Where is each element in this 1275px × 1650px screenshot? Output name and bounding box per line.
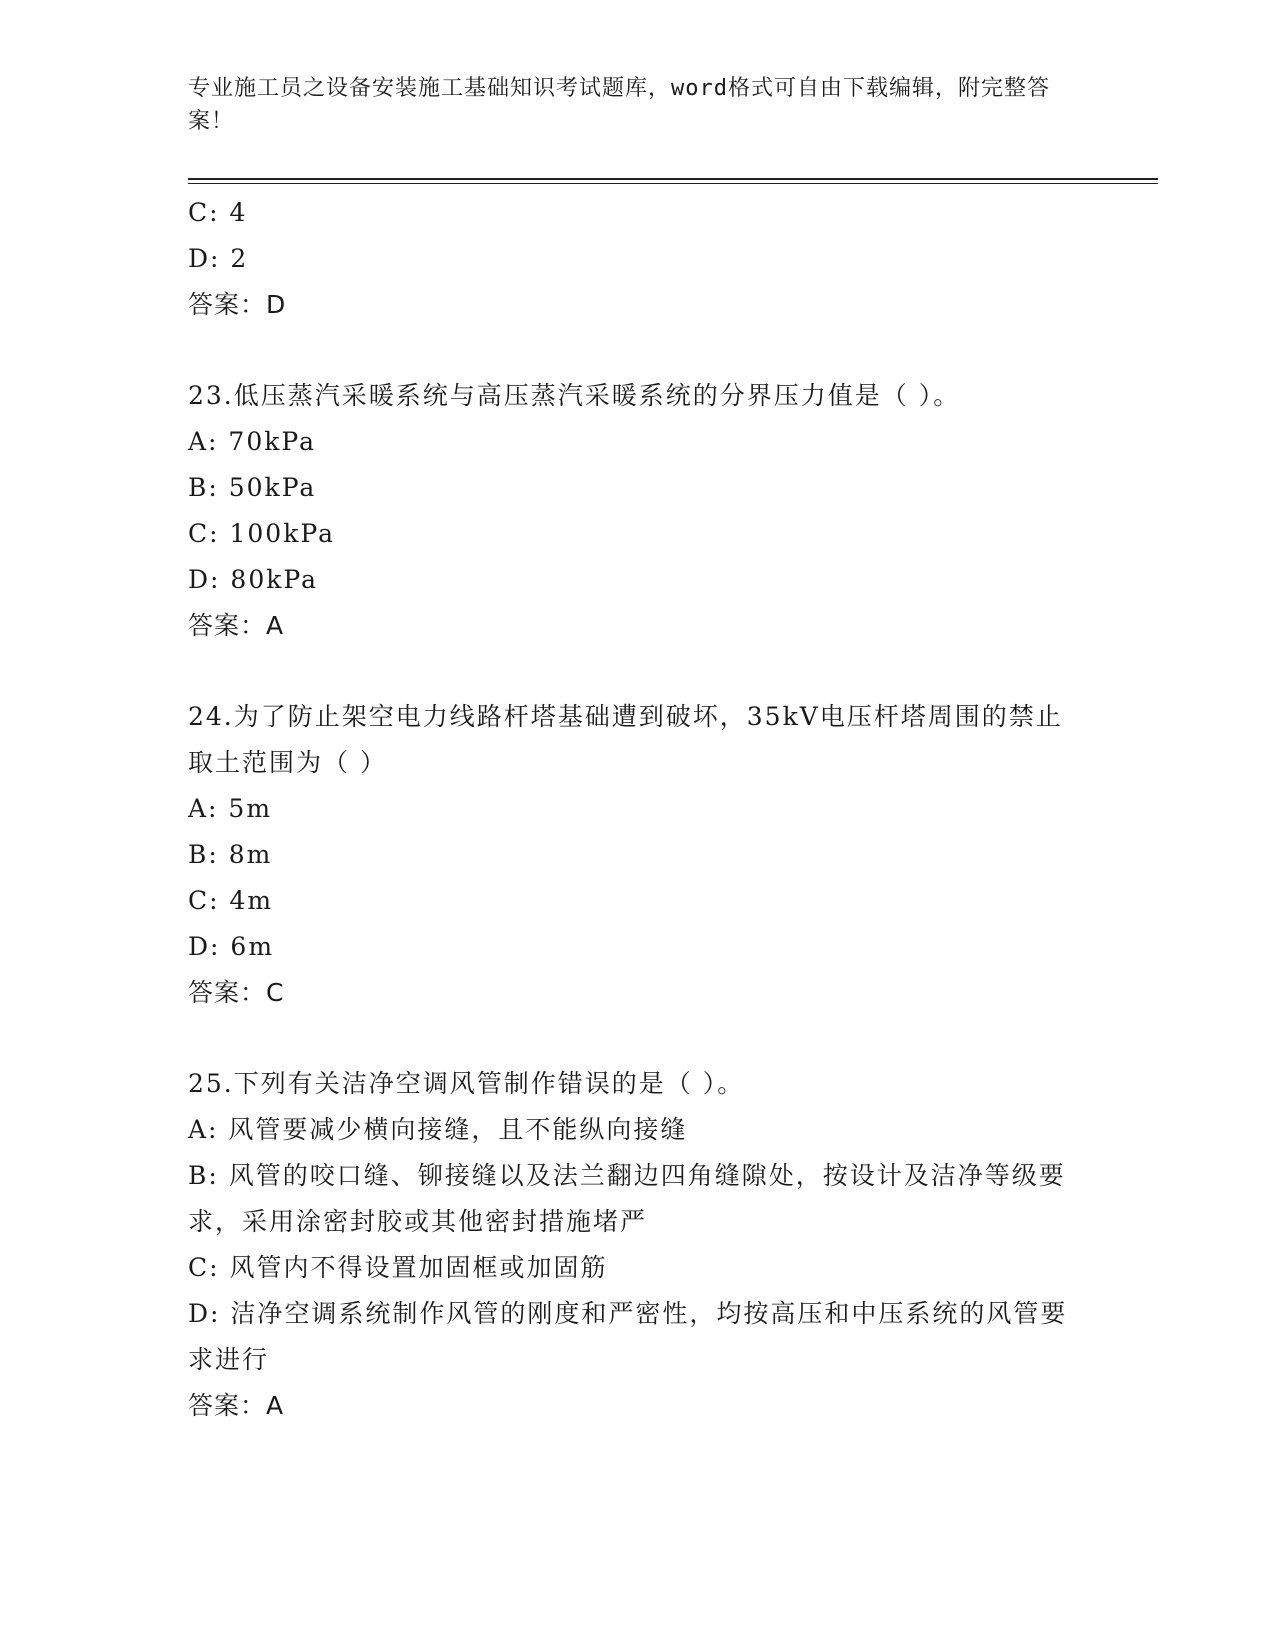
header-rule — [188, 178, 1158, 180]
option-b: B: 风管的咬口缝、铆接缝以及法兰翻边四角缝隙处，按设计及洁净等级要求，采用涂密封胶或其他密封措施堵严 — [188, 1161, 1066, 1236]
option-a: A: 5m — [188, 794, 273, 823]
option-a: A: 风管要减少横向接缝，且不能纵向接缝 — [188, 1115, 688, 1144]
header-rule-thin — [188, 183, 1158, 184]
question-list — [188, 190, 1088, 1429]
answer-line: 答案：D — [188, 290, 287, 319]
option-a: A: 70kPa — [188, 427, 316, 456]
option-d: D: 80kPa — [188, 565, 318, 594]
answer-line: 答案：A — [188, 1391, 285, 1420]
option-d: D: 洁净空调系统制作风管的刚度和严密性，均按高压和中压系统的风管要求进行 — [188, 1299, 1068, 1374]
option-b: B: 8m — [188, 840, 273, 869]
document-header: 专业施工员之设备安装施工基础知识考试题库，word格式可自由下载编辑，附完整答案！ — [188, 76, 1050, 134]
question-25: 25.下列有关洁净空调风管制作错误的是（ ）。 — [188, 1069, 745, 1098]
option-d: D: 2 — [188, 244, 249, 273]
option-b: B: 50kPa — [188, 473, 317, 502]
option-c: C: 4m — [188, 886, 274, 915]
question-23: 23.低压蒸汽采暖系统与高压蒸汽采暖系统的分界压力值是（ ）。 — [188, 381, 961, 410]
option-d: D: 6m — [188, 932, 275, 961]
option-c: C: 风管内不得设置加固框或加固筋 — [188, 1253, 608, 1282]
answer-line: 答案：C — [188, 978, 285, 1007]
option-c: C: 4 — [188, 198, 248, 227]
option-c: C: 100kPa — [188, 519, 335, 548]
question-24: 24.为了防止架空电力线路杆塔基础遭到破坏，35kV电压杆塔周围的禁止取土范围为（ ） — [188, 702, 1063, 777]
answer-line: 答案：A — [188, 611, 285, 640]
